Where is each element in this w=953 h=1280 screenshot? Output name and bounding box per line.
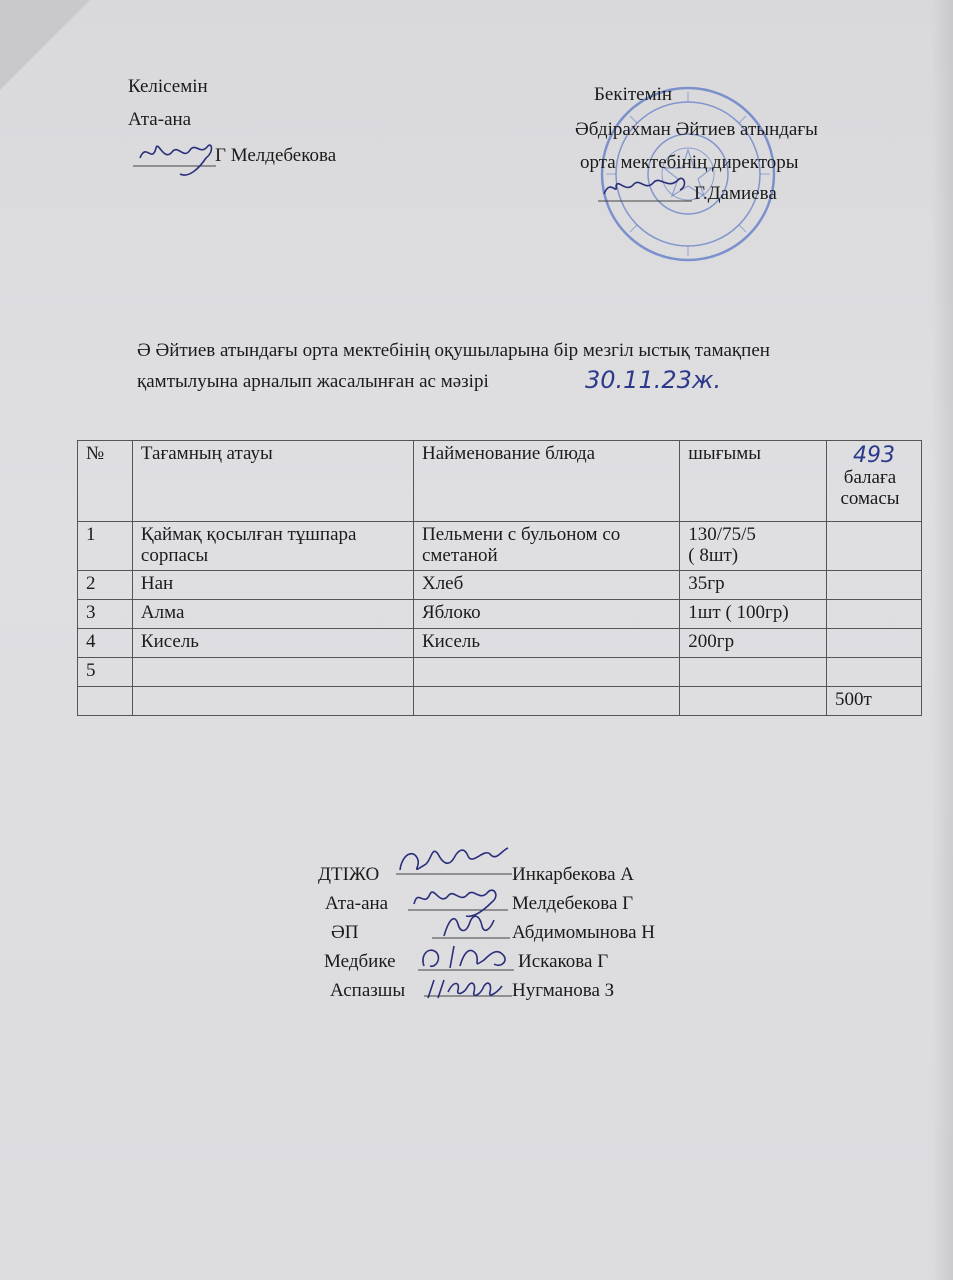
cell-yield: 1шт ( 100гр)	[680, 600, 827, 629]
signature-5	[420, 972, 514, 1006]
table-header-row	[78, 441, 922, 522]
cell-ru	[413, 687, 679, 716]
header-price-label: балаға сомасы	[840, 467, 900, 509]
sig-role-1: ДТІЖО	[318, 864, 380, 885]
cell-yield	[680, 658, 827, 687]
table-row	[78, 658, 922, 687]
cell-kz	[132, 658, 413, 687]
cell-price	[827, 571, 922, 600]
approval-left-role: Ата-ана	[128, 109, 192, 130]
handwritten-date: 30.11.23ж.	[585, 366, 722, 394]
paper-fold	[0, 0, 90, 90]
cell-num: 4	[78, 629, 133, 658]
approval-right-line1: Әбдірахман Әйтиев атындағы	[575, 119, 818, 140]
sig-role-3: ӘП	[331, 922, 359, 943]
parent-signature	[128, 134, 223, 184]
handwritten-count: 493	[853, 443, 895, 468]
cell-ru: Кисель	[413, 629, 679, 658]
sig-name-4: Искакова Г	[518, 951, 609, 972]
sig-name-5: Нугманова З	[512, 980, 615, 1001]
table-total-row	[78, 687, 922, 716]
signature-1	[392, 840, 517, 884]
approval-left-name: Г Мелдебекова	[215, 145, 337, 166]
menu-table	[77, 440, 922, 716]
sig-name-3: Абдимомынова Н	[512, 922, 656, 943]
cell-num: 3	[78, 600, 133, 629]
cell-kz: Кисель	[132, 629, 413, 658]
cell-kz: Нан	[132, 571, 413, 600]
table-row	[78, 571, 922, 600]
header-dish-kz: Тағамның атауы	[132, 441, 413, 522]
header-yield: шығымы	[680, 441, 827, 522]
cell-total-price: 500т	[827, 687, 922, 716]
cell-price	[827, 629, 922, 658]
cell-num: 1	[78, 522, 133, 571]
cell-yield: 35гр	[680, 571, 827, 600]
paper-edge-shadow	[931, 0, 953, 1280]
cell-yield: 130/75/5 ( 8шт)	[680, 522, 827, 571]
cell-price	[827, 600, 922, 629]
cell-price	[827, 658, 922, 687]
header-dish-ru: Найменование блюда	[413, 441, 679, 522]
cell-kz: Алма	[132, 600, 413, 629]
doc-title-line1: Ә Әйтиев атындағы орта мектебінің оқушыларына бір мезгіл ыстық тамақпен	[137, 340, 770, 361]
sig-role-4: Медбике	[324, 951, 396, 972]
cell-num	[78, 687, 133, 716]
cell-yield: 200гр	[680, 629, 827, 658]
cell-price	[827, 522, 922, 571]
cell-ru: Хлеб	[413, 571, 679, 600]
sig-role-5: Аспазшы	[330, 980, 406, 1001]
table-row	[78, 522, 922, 571]
cell-kz: Қаймақ қосылған тұшпара сорпасы	[132, 522, 413, 571]
approval-right-line2: орта мектебінің директоры	[580, 152, 799, 173]
cell-ru	[413, 658, 679, 687]
cell-kz	[132, 687, 413, 716]
doc-title-line2: қамтылуына арналып жасалынған ас мәзірі	[137, 371, 489, 392]
cell-ru: Яблоко	[413, 600, 679, 629]
approval-left-title: Келісемін	[128, 76, 208, 97]
table-row	[78, 600, 922, 629]
sig-role-2: Ата-ана	[325, 893, 389, 914]
approval-right-title: Бекітемін	[594, 84, 673, 105]
header-price	[827, 441, 922, 522]
cell-num: 2	[78, 571, 133, 600]
table-row	[78, 629, 922, 658]
approval-right-name: Г.Дамиева	[694, 183, 777, 204]
cell-num: 5	[78, 658, 133, 687]
header-number: №	[78, 441, 133, 522]
cell-ru: Пельмени с бульоном со сметаной	[413, 522, 679, 571]
cell-yield	[680, 687, 827, 716]
director-signature	[596, 168, 696, 208]
sig-name-2: Мелдебекова Г	[512, 893, 634, 914]
sig-name-1: Инкарбекова А	[512, 864, 635, 885]
